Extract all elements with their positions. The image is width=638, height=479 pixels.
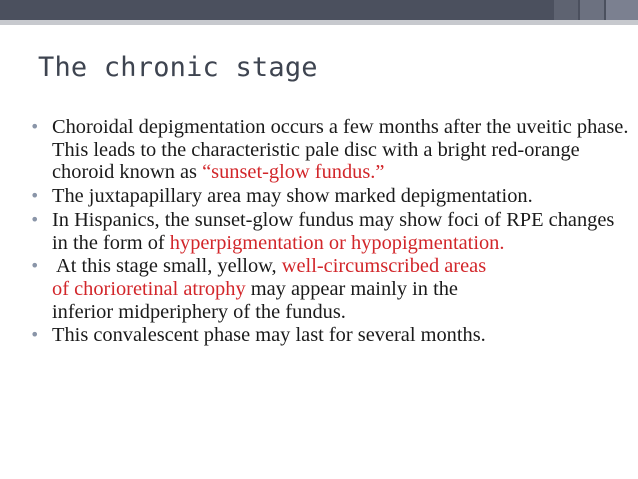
bullet-dot-icon: • (30, 325, 40, 345)
bullet-text: The juxtapapillary area may show marked depigmentation. (52, 185, 533, 208)
bullet-item (30, 116, 630, 184)
bullet-dot-icon: • (30, 186, 40, 206)
highlighted-text: hyperpigmentation or hypopigmentation. (169, 231, 505, 254)
bullet-item (30, 255, 630, 323)
highlighted-text: “sunset-glow fundus.” (202, 161, 385, 184)
corner-tab (580, 0, 604, 20)
bullet-dot-icon: • (30, 256, 40, 276)
bullet-dot-icon: • (30, 209, 40, 229)
bullet-text: Choroidal depigmentation occurs a few months after the uveitic phase. This leads to the characteristic pale disc with a bright red-orange choroid known as (52, 116, 629, 184)
corner-tab (606, 0, 638, 20)
header-accent-stripe (0, 20, 638, 25)
corner-tab (554, 0, 578, 20)
bullet-text: In Hispanics, the sunset-glow fundus may show foci of RPE changes in the form of (52, 208, 615, 254)
bullet-list (30, 116, 630, 348)
bullet-text: This convalescent phase may last for several months. (52, 324, 486, 347)
bullet-text: At this stage small, yellow, (52, 255, 282, 278)
highlighted-text: well-circumscribed areas of chorioretinal atrophy (52, 255, 487, 300)
bullet-item (30, 209, 630, 254)
bullet-dot-icon: • (30, 117, 40, 136)
bullet-item (30, 324, 630, 347)
bullet-item (30, 185, 630, 208)
bullet-text: may appear mainly in the inferior midperiphery of the fundus. (52, 277, 458, 323)
slide-title: The chronic stage (38, 52, 318, 83)
top-header-bar (0, 0, 638, 20)
